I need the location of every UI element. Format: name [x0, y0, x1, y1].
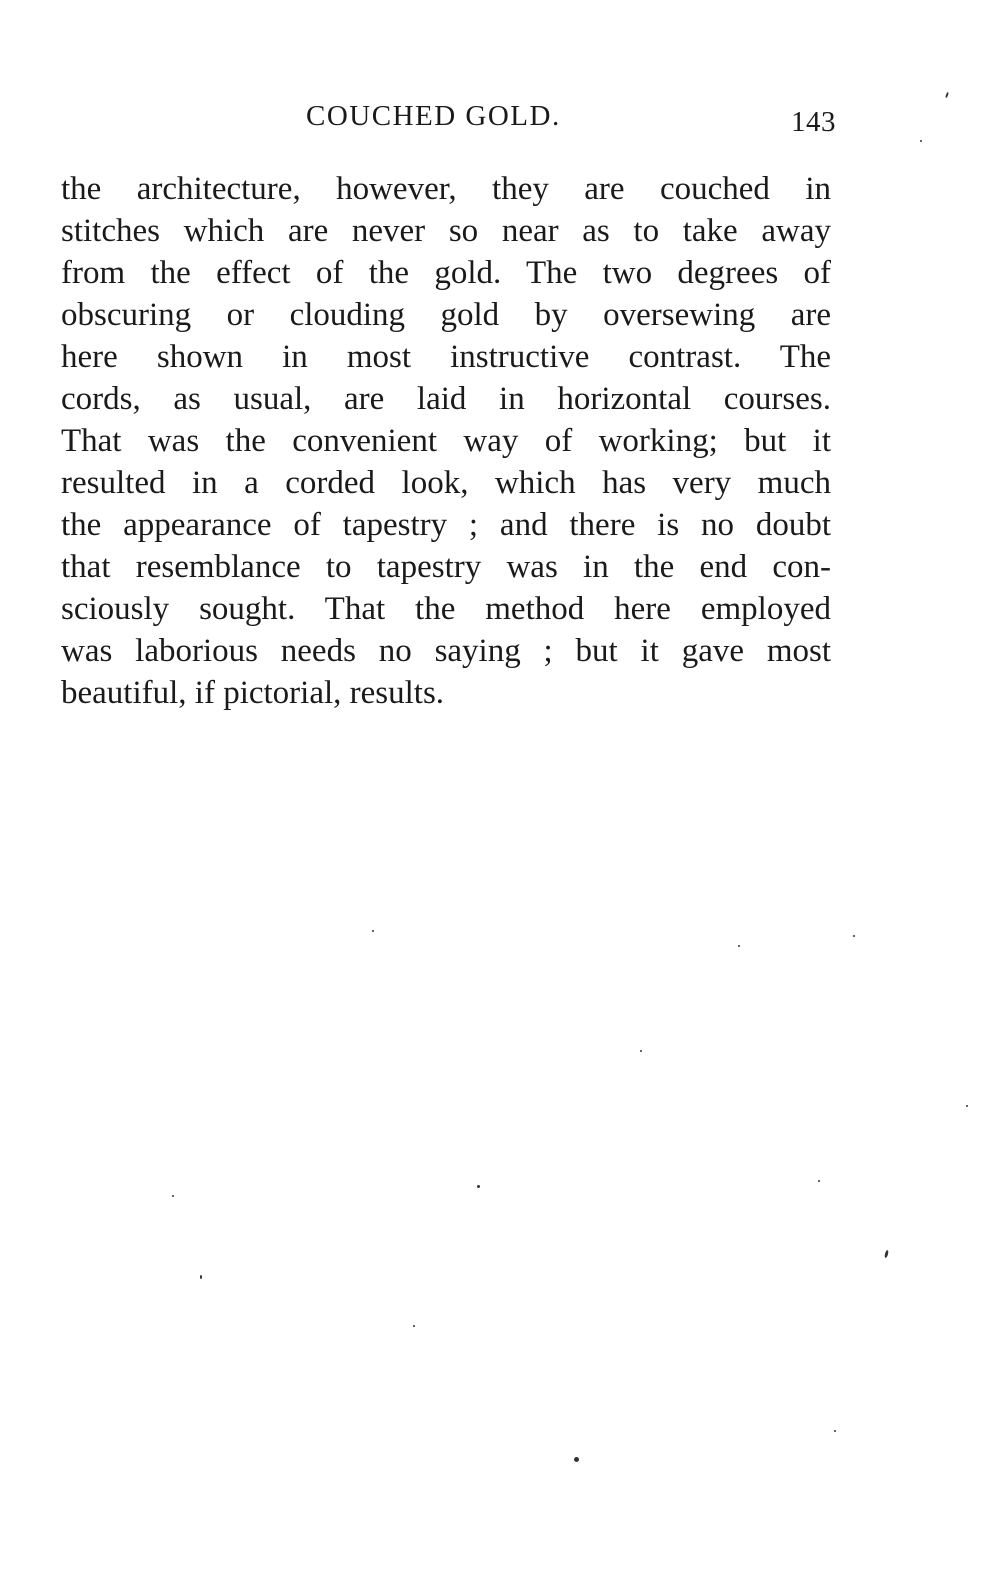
scan-speck: [477, 1185, 480, 1188]
page-number: 143: [791, 106, 836, 138]
scan-speck: [853, 935, 855, 937]
text-line: was laborious needs no saying ; but it gave most: [61, 633, 831, 669]
text-line: the appearance of tapestry ; and there is no doubt: [61, 507, 831, 543]
text-line: that resemblance to tapestry was in the end con-: [61, 549, 831, 585]
text-line: the architecture, however, they are couched in: [61, 171, 831, 207]
text-line: That was the convenient way of working; but it: [61, 423, 831, 459]
scan-speck: [413, 1325, 415, 1327]
scan-speck: [818, 1180, 820, 1182]
text-line: cords, as usual, are laid in horizontal courses.: [61, 381, 831, 417]
scan-speck: [640, 1050, 642, 1052]
text-line: resulted in a corded look, which has very much: [61, 465, 831, 501]
text-line: beautiful, if pictorial, results.: [61, 675, 445, 711]
scan-speck: [738, 945, 740, 947]
text-line: sciously sought. That the method here employed: [61, 591, 831, 627]
running-title: COUCHED GOLD.: [306, 100, 561, 132]
scan-speck: [834, 1430, 836, 1432]
body-paragraph: [61, 168, 831, 714]
text-line: here shown in most instructive contrast. The: [61, 339, 831, 375]
scan-speck: [920, 140, 922, 142]
text-line: from the effect of the gold. The two degrees of: [61, 255, 831, 291]
scan-speck: [884, 1250, 889, 1259]
text-line: stitches which are never so near as to take away: [61, 213, 831, 249]
scan-speck: [574, 1457, 579, 1462]
scan-speck: [372, 930, 374, 932]
text-line: obscuring or clouding gold by oversewing are: [61, 297, 831, 333]
scan-speck: [945, 92, 949, 98]
scan-speck: [200, 1275, 202, 1279]
scan-speck: [172, 1195, 174, 1197]
scan-speck: [966, 1105, 968, 1107]
